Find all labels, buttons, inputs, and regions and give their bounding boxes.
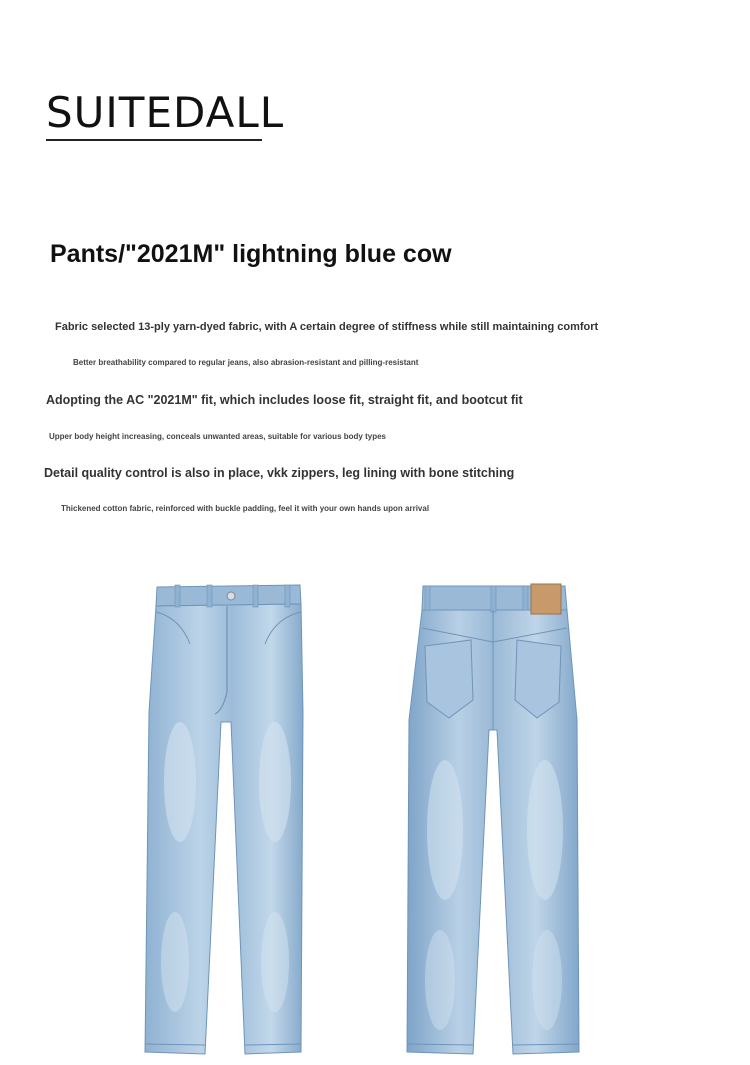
jeans-back-image [395, 580, 595, 1058]
feature-subline-body-types: Upper body height increasing, conceals unwanted areas, suitable for various body types [49, 432, 386, 441]
feature-line-quality: Detail quality control is also in place, vkk zippers, leg lining with bone stitching [44, 466, 515, 480]
feature-subline-cotton: Thickened cotton fabric, reinforced with buckle padding, feel it with your own hands upon arrival [61, 504, 430, 513]
jeans-front-image [135, 582, 315, 1057]
feature-subline-breathability: Better breathability compared to regular jeans, also abrasion-resistant and pilling-resistant [73, 358, 419, 367]
brand-logo: SUITEDALL [46, 88, 262, 141]
product-title: Pants/"2021M" lightning blue cow [50, 240, 452, 268]
feature-line-fabric: Fabric selected 13-ply yarn-dyed fabric, with A certain degree of stiffness while still maintaining comfort [55, 321, 599, 333]
feature-line-fit: Adopting the AC "2021M" fit, which includes loose fit, straight fit, and bootcut fit [46, 393, 523, 407]
